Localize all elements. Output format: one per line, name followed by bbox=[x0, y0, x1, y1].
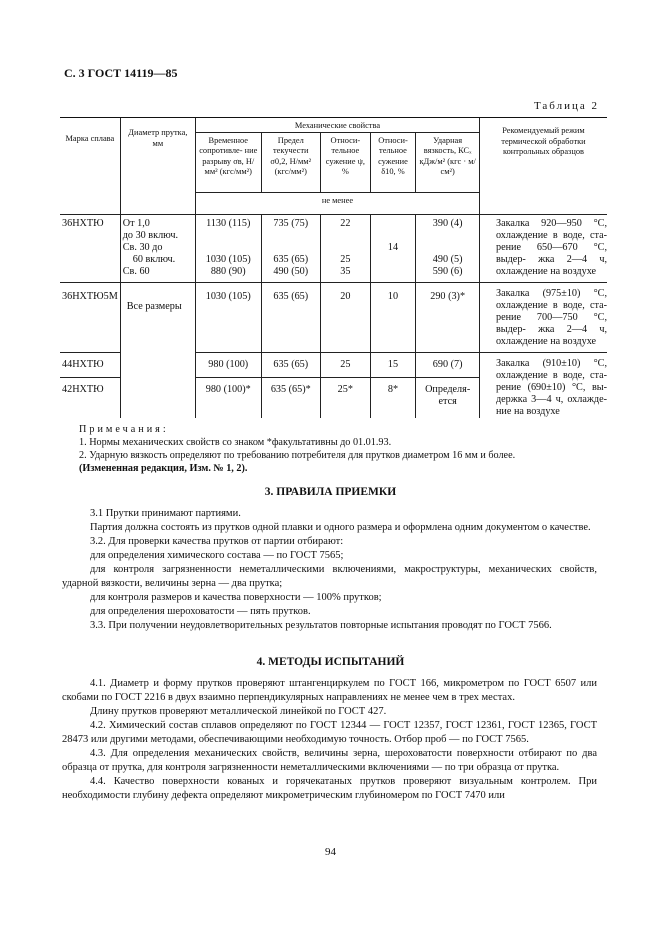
paragraph: 3.2. Для проверки качества прутков от партии отбирают: bbox=[90, 536, 344, 547]
reduction-value: 25 bbox=[321, 352, 371, 377]
paragraph: 4.2. Химический состав сплавов определяют по ГОСТ 12344 — ГОСТ 12357, ГОСТ 12361, ГОСТ 12365, ГОСТ 28473 или другими методами, обеспечивающими необходимую точность. Отбор проб — по ГОСТ 7565. bbox=[62, 720, 597, 745]
paragraph: для определения химического состава — по ГОСТ 7565; bbox=[90, 550, 344, 561]
col-impact-header: Ударная вязкость, КСₓ кДж/м² (кгс · м/см²) bbox=[416, 132, 480, 192]
elongation-value: 14 bbox=[387, 241, 399, 253]
col-yield-header: Предел текучести σ0,2, Н/мм² (кгс/мм²) bbox=[261, 132, 321, 192]
section-3-title: 3. ПРАВИЛА ПРИЕМКИ bbox=[264, 486, 397, 498]
col-treatment-header: Рекомендуемый режим термической обработки контрольных образцов bbox=[479, 118, 607, 215]
table-row bbox=[60, 214, 607, 282]
yield-value: 635 (65) bbox=[273, 253, 309, 265]
note-1: 1. Нормы механических свойств со знаком *факультативны до 01.01.93. bbox=[79, 437, 392, 448]
not-less-label: не менее bbox=[195, 192, 479, 214]
diameter-line: Св. 30 до bbox=[122, 241, 163, 253]
paragraph: 3.1 Прутки принимают партиями. bbox=[90, 508, 241, 519]
section-3-body bbox=[62, 507, 597, 633]
paragraph: 4.3. Для определения механических свойств, величины зерна, шероховатости поверхности отбирают по два образца от прутка, для контроля загрязненности неметаллическими включениями — по три образца от прутка. bbox=[62, 748, 597, 773]
paragraph: для определения шероховатости — пять прутков. bbox=[90, 606, 311, 617]
col-elongation-header: Относи- тельное сужение δ10, % bbox=[370, 132, 416, 192]
reduction-value: 20 bbox=[321, 282, 371, 352]
notes-title: Примечания: bbox=[79, 424, 169, 435]
reduction-value: 35 bbox=[340, 265, 351, 277]
diameter-line: до 30 включ. bbox=[122, 229, 179, 241]
impact-value: 490 (5) bbox=[432, 253, 463, 265]
diameter-cell: Все размеры bbox=[120, 282, 195, 418]
grade-cell: 36НХТЮ bbox=[62, 217, 104, 229]
yield-value: 635 (65)* bbox=[261, 377, 321, 418]
tensile-value: 1030 (105) bbox=[195, 282, 261, 352]
impact-value: 690 (7) bbox=[416, 352, 480, 377]
yield-value: 490 (50) bbox=[273, 265, 309, 277]
tensile-value: 880 (90) bbox=[210, 265, 246, 277]
col-grade-header: Марка сплава bbox=[60, 118, 120, 215]
yield-value: 735 (75) bbox=[273, 217, 309, 229]
tensile-value: 980 (100) bbox=[195, 352, 261, 377]
diameter-line: 60 включ. bbox=[132, 253, 176, 265]
note-amendment: (Измененная редакция, Изм. № 1, 2). bbox=[79, 463, 248, 474]
grade-cell: 42НХТЮ bbox=[60, 377, 120, 418]
note-2: 2. Ударную вязкость определяют по требованию потребителя для прутков диаметром 16 мм и более. bbox=[79, 450, 516, 461]
paragraph: 4.1. Диаметр и форму прутков проверяют штангенциркулем по ГОСТ 166, микрометром по ГОСТ 6507 или скобами по ГОСТ 2216 в двух взаимно перпендикулярных направлениях не менее чем в трех местах. bbox=[62, 678, 597, 703]
table-notes bbox=[79, 423, 609, 475]
section-4-title: 4. МЕТОДЫ ИСПЫТАНИЙ bbox=[256, 656, 405, 668]
tensile-value: 1030 (105) bbox=[205, 253, 251, 265]
paragraph: Партия должна состоять из прутков одной плавки и одного размера и оформлена одним документом о качестве. bbox=[90, 522, 591, 533]
impact-value: 390 (4) bbox=[432, 217, 463, 229]
mech-group-header: Механические свойства bbox=[195, 118, 479, 133]
reduction-value: 22 bbox=[340, 217, 351, 229]
page-header: С. 3 ГОСТ 14119—85 bbox=[64, 66, 178, 80]
elongation-value: 10 bbox=[370, 282, 416, 352]
diameter-line: От 1,0 bbox=[122, 217, 150, 229]
col-diameter-header: Диаметр прутка, мм bbox=[120, 118, 195, 215]
tensile-value: 980 (100)* bbox=[195, 377, 261, 418]
section-4-body bbox=[62, 677, 597, 803]
impact-value: 590 (6) bbox=[432, 265, 463, 277]
properties-table bbox=[60, 117, 607, 418]
table-row bbox=[60, 282, 607, 352]
impact-value: Определя- ется bbox=[416, 377, 480, 418]
treatment-cell: Закалка (910±10) °С, охлаждение в воде, ста- рение (690±10) °С, вы- держка 3—4 ч, охлажде- ние на воздухе bbox=[479, 352, 607, 418]
col-tensile-header: Временное сопротивле- ние разрыву σв, Н/мм² (кгс/мм²) bbox=[195, 132, 261, 192]
yield-value: 635 (65) bbox=[261, 282, 321, 352]
paragraph: 4.4. Качество поверхности кованых и горячекатаных прутков проверяют визуальным контролем. При необходимости глубину дефекта определяют микрометрическим глубиномером по ГОСТ 7470 или bbox=[62, 776, 597, 801]
elongation-value: 15 bbox=[370, 352, 416, 377]
grade-cell: 44НХТЮ bbox=[60, 352, 120, 377]
page-number: 94 bbox=[325, 846, 336, 858]
paragraph: для контроля загрязненности неметаллическими включениями, макроструктуры, механических свойств, ударной вязкости, величины зерна — два прутка; bbox=[62, 564, 597, 589]
treatment-cell: Закалка (975±10) °С, охлаждение в воде, ста- рение 700—750 °С, выдер- жка 2—4 ч, охлаждение на воздухе bbox=[479, 282, 607, 352]
table-caption: Таблица 2 bbox=[533, 100, 599, 112]
reduction-value: 25 bbox=[340, 253, 351, 265]
col-reduction-header: Относи- тельное сужение ψ, % bbox=[321, 132, 371, 192]
paragraph: 3.3. При получении неудовлетворительных результатов повторные испытания проводят по ГОСТ 7566. bbox=[90, 620, 552, 631]
paragraph: Длину прутков проверяют металлической линейкой по ГОСТ 427. bbox=[90, 706, 387, 717]
tensile-value: 1130 (115) bbox=[206, 217, 251, 229]
diameter-line: Св. 60 bbox=[122, 265, 150, 277]
elongation-value: 8* bbox=[370, 377, 416, 418]
yield-value: 635 (65) bbox=[261, 352, 321, 377]
treatment-cell: Закалка 920—950 °С, охлаждение в воде, ста- рение 650—670 °С, выдер- жка 2—4 ч, охлаждение на воздухе bbox=[479, 214, 607, 282]
impact-value: 290 (3)* bbox=[416, 282, 480, 352]
paragraph: для контроля размеров и качества поверхности — 100% прутков; bbox=[90, 592, 382, 603]
reduction-value: 25* bbox=[321, 377, 371, 418]
grade-cell: 36НХТЮ5М bbox=[60, 282, 120, 352]
